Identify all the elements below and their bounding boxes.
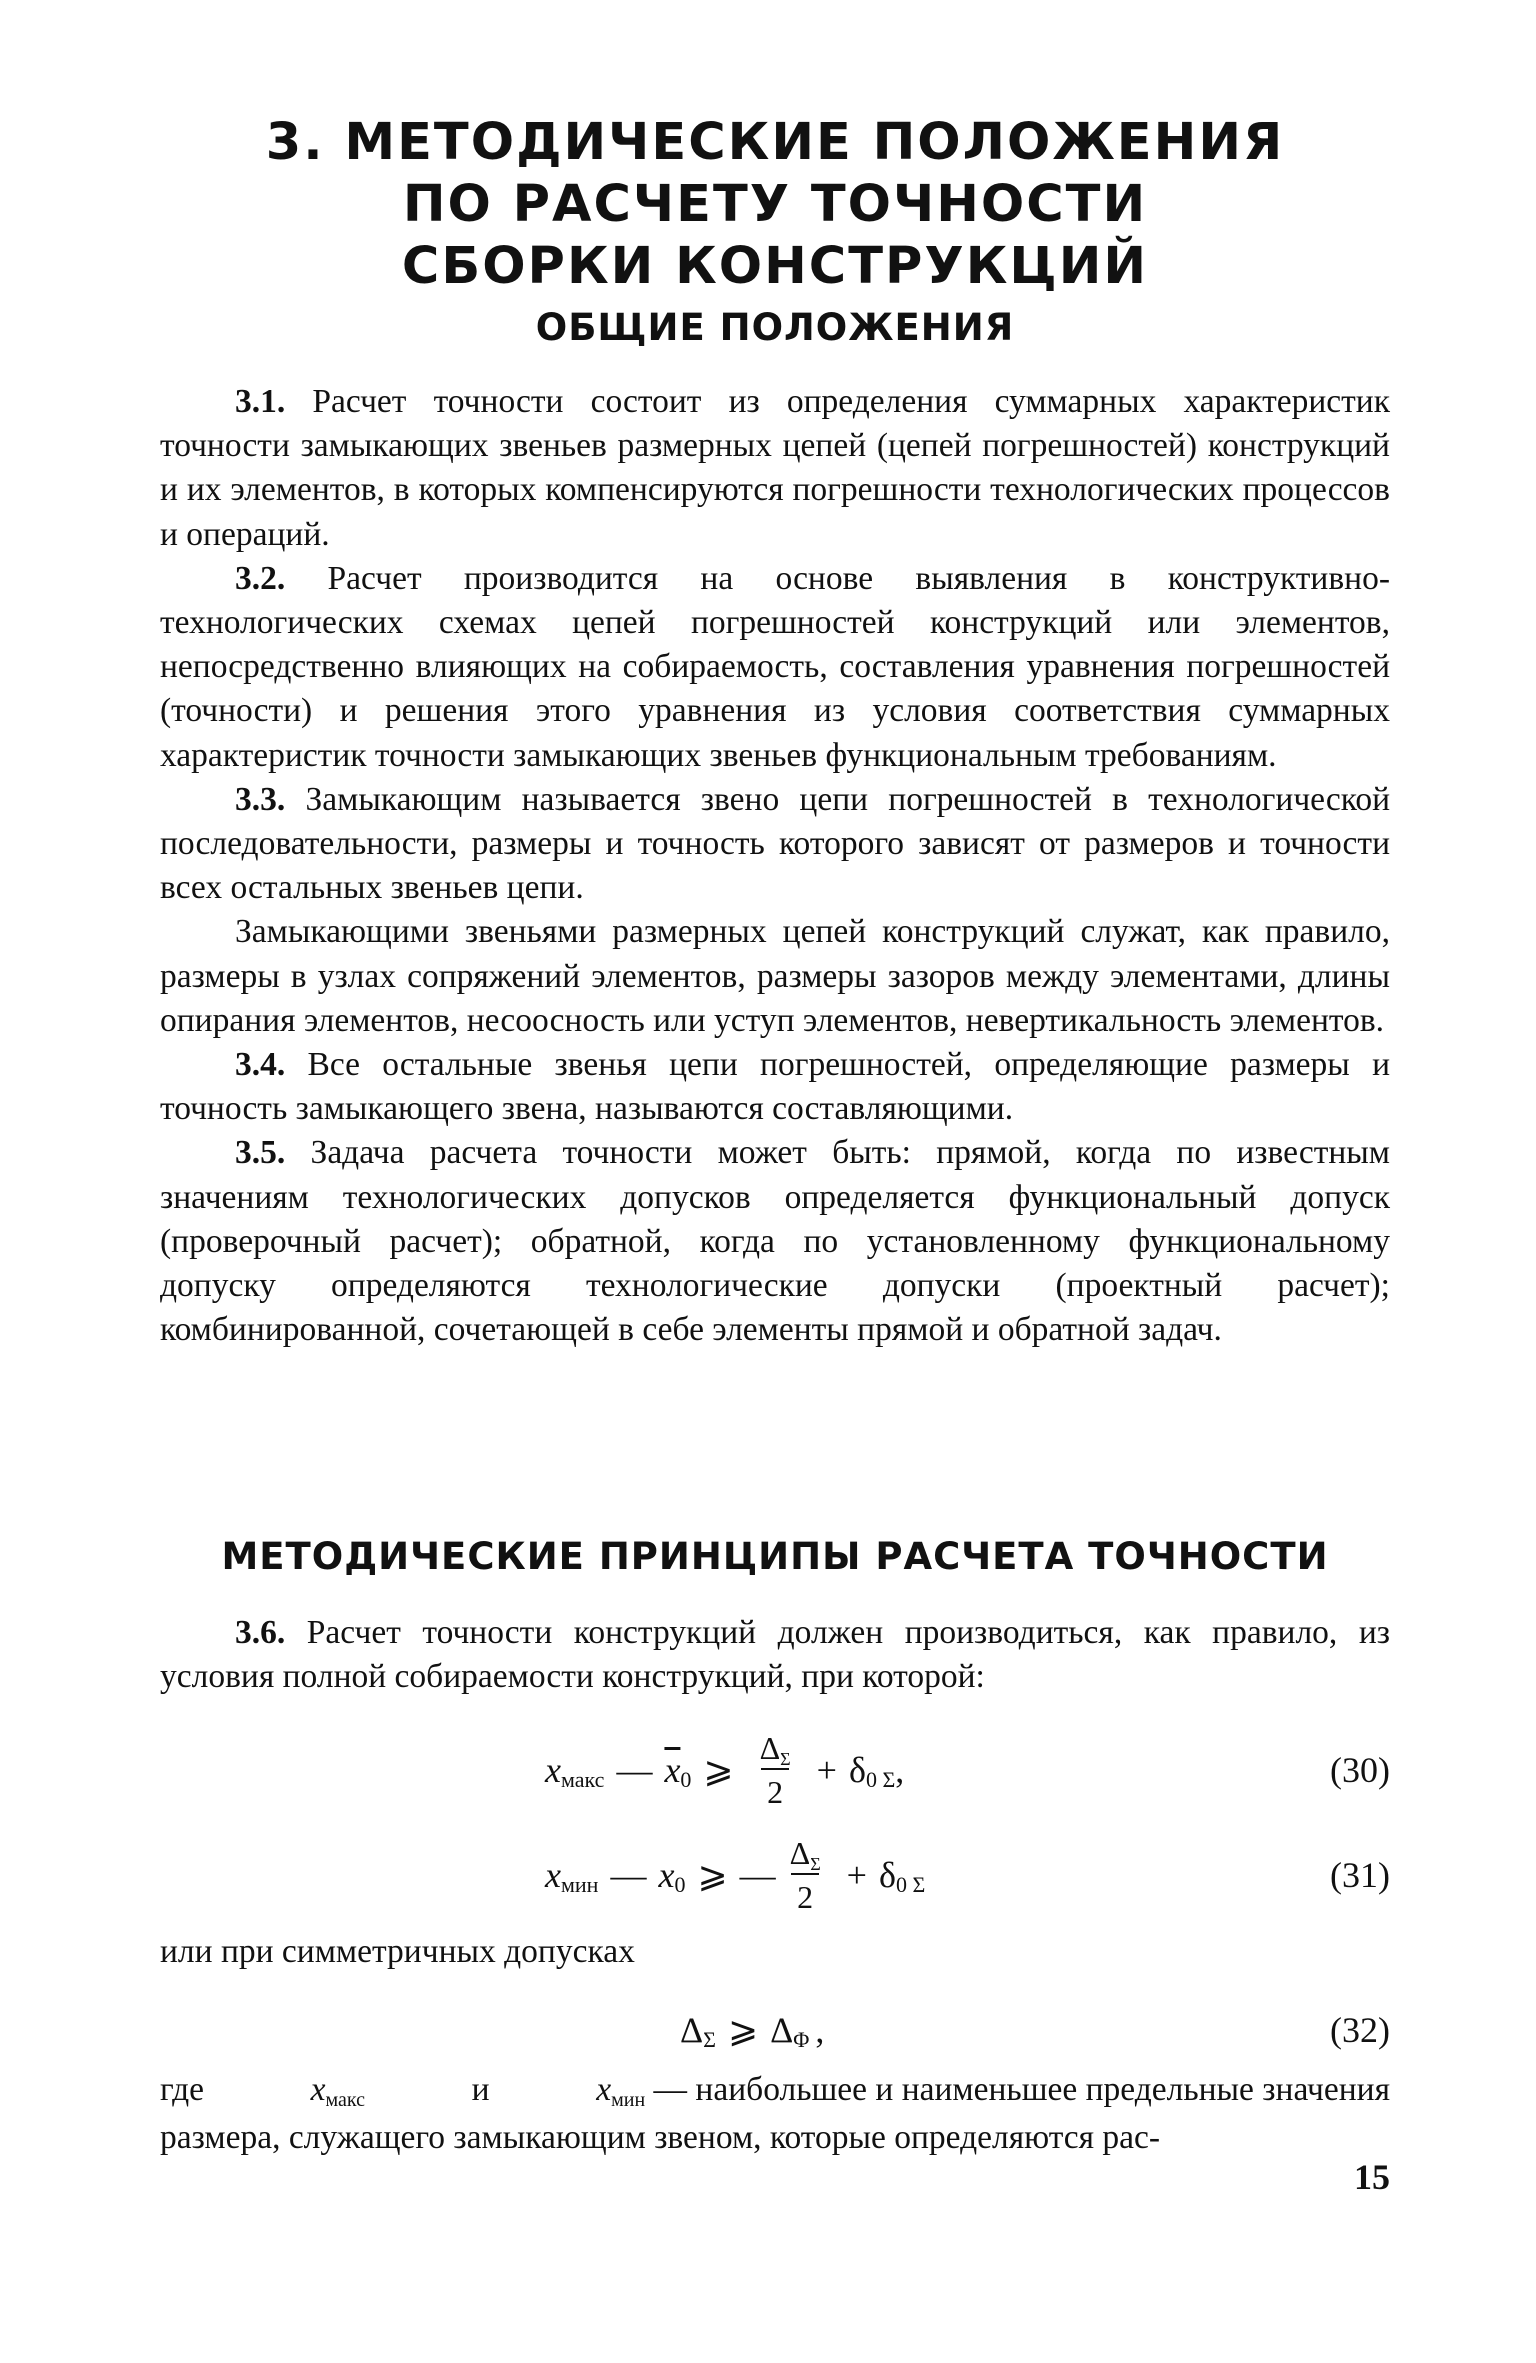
paragraph-number: 3.3. <box>235 780 286 818</box>
comma: , <box>815 2010 825 2050</box>
delta-symbol: Δ <box>789 1835 811 1871</box>
subscript-sigma: Σ <box>780 1749 791 1769</box>
equation-32 <box>160 1985 1390 2075</box>
equation-30-expression <box>545 1725 904 1815</box>
delta-symbol: Δ <box>770 2010 794 2050</box>
paragraph-number: 3.6. <box>235 1614 286 1651</box>
page-number: 15 <box>1354 2157 1390 2197</box>
paragraph-text: Все остальные звенья цепи погрешностей, определяющие размеры и точность замыкающего звена, называются составляющими. <box>160 1046 1390 1128</box>
paragraph-3-5 <box>160 1131 1390 1352</box>
paragraph-text: Расчет точности конструкций должен производиться, как правило, из условия полной собираемости конструкций, при которой: <box>160 1614 1390 1696</box>
comma: , <box>895 1750 905 1790</box>
paragraph-3-6 <box>160 1611 1390 1699</box>
chapter-title-line-1: 3. МЕТОДИЧЕСКИЕ ПОЛОЖЕНИЯ <box>265 113 1285 172</box>
plus-sign: + <box>816 1750 837 1790</box>
var-x0: $\overline{x}$ <box>664 1750 681 1790</box>
subscript-min: мин <box>560 1872 599 1897</box>
subscript-max: макс <box>325 2089 366 2111</box>
paragraph-number: 3.2. <box>235 559 286 597</box>
chapter-title-line-2: ПО РАСЧЕТУ ТОЧНОСТИ <box>402 175 1148 234</box>
equation-number: (31) <box>1330 1855 1390 1895</box>
xmin-term <box>596 2068 1390 2116</box>
xmax-term <box>311 2068 365 2116</box>
symmetric-tolerances-line: или при симметричных допусках <box>160 1933 635 1970</box>
subscript-0-sigma: 0 Σ <box>895 1872 926 1897</box>
denominator: 2 <box>791 1873 819 1913</box>
plus-sign: + <box>846 1855 867 1895</box>
subscript-0: 0 <box>680 1767 692 1792</box>
principles-text <box>160 1611 1390 1699</box>
paragraph-number: 3.4. <box>235 1046 286 1084</box>
equation-31-expression <box>545 1830 925 1920</box>
paragraph-3-3-continued: Замыкающими звеньями размерных цепей конструкций служат, как правило, размеры в узлах сопряжений элементов, размеры зазоров между элементами, длины опирания элементов, несоосность или уступ элементов, невертикальность элементов. <box>160 913 1390 1039</box>
delta-symbol: Δ <box>759 1730 781 1766</box>
fraction <box>754 1732 797 1808</box>
delta-symbol: Δ <box>680 2010 704 2050</box>
paragraph-text: Расчет точности состоит из определения суммарных характеристик точности замыкающих звеньев размерных цепей (цепей погрешностей) конструкций и их элементов, в которых компенсируются погрешности технологических процессов и операций. <box>160 383 1390 553</box>
negative-sign: — <box>739 1855 776 1895</box>
word-where: где <box>160 2071 204 2108</box>
var-x: x <box>545 1750 561 1790</box>
numerator <box>754 1732 797 1768</box>
subscript-sigma: Σ <box>703 2027 716 2052</box>
chapter-title <box>160 112 1390 298</box>
definition-line-2: размера, служащего замыкающим звеном, которые определяются рас- <box>160 2119 1161 2157</box>
minus-sign: — <box>610 1855 647 1895</box>
paragraph-text: Задача расчета точности может быть: прямой, когда по известным значениям технологических допусков определяется функциональный допуск (проверочный расчет); обратной, когда по установленному функциональному допуску определяются технологические допуски (проектный расчет); комбинированной, сочетающей в себе элементы прямой и обратной задач. <box>160 1134 1391 1349</box>
definition-line-1 <box>160 2068 1390 2116</box>
section-heading-general: ОБЩИЕ ПОЛОЖЕНИЯ <box>535 306 1015 349</box>
general-provisions-text <box>160 380 1390 1352</box>
delta0-symbol: δ <box>878 1855 896 1895</box>
geq-sign: ⩾ <box>727 2010 759 2050</box>
fraction <box>784 1837 827 1913</box>
section-heading-principles: МЕТОДИЧЕСКИЕ ПРИНЦИПЫ РАСЧЕТА ТОЧНОСТИ <box>221 1535 1329 1578</box>
delta0-symbol: δ <box>848 1750 866 1790</box>
subscript-0: 0 <box>674 1872 686 1897</box>
chapter-title-line-3: СБОРКИ КОНСТРУКЦИЙ <box>401 237 1149 296</box>
var-x: x <box>596 2071 612 2108</box>
equation-30 <box>160 1725 1390 1815</box>
definition-text <box>160 2068 1390 2160</box>
geq-sign: ⩾ <box>697 1855 728 1895</box>
subscript-min: мин <box>611 2089 646 2111</box>
denominator: 2 <box>761 1768 789 1808</box>
paragraph-3-1 <box>160 380 1390 557</box>
definition-phrase: — наибольшее и наименьшее предельные значения <box>653 2071 1390 2108</box>
var-x: x <box>545 1855 561 1895</box>
minus-sign: — <box>616 1750 653 1790</box>
geq-sign: ⩾ <box>703 1750 734 1790</box>
paragraph-3-4 <box>160 1043 1390 1131</box>
equation-number: (30) <box>1330 1750 1390 1790</box>
subscript-max: макс <box>560 1767 605 1792</box>
subscript-sigma: Σ <box>810 1854 821 1874</box>
numerator <box>784 1837 827 1873</box>
word-and: и <box>471 2071 490 2108</box>
subscript-0-sigma: 0 Σ <box>865 1767 896 1792</box>
subscript-phi: Φ <box>793 2027 810 2052</box>
paragraph-number: 3.1. <box>235 383 286 420</box>
equation-31 <box>160 1830 1390 1920</box>
paragraph-3-3 <box>160 778 1390 911</box>
paragraph-number: 3.5. <box>235 1134 286 1172</box>
var-x0: x <box>658 1855 675 1895</box>
paragraph-text: Замыкающим называется звено цепи погрешностей в технологической последовательности, размеры и точность которого зависят от размеров и точности всех остальных звеньев цепи. <box>160 780 1391 907</box>
equation-32-expression <box>680 1985 824 2075</box>
paragraph-3-2 <box>160 557 1390 778</box>
var-x: x <box>310 2071 326 2108</box>
equation-number: (32) <box>1330 2010 1390 2050</box>
paragraph-text: Расчет производится на основе выявления в конструктивно-технологических схемах цепей погрешностей конструкций или элементов, непосредственно влияющих на собираемость, составления уравнения погрешностей (точности) и решения этого уравнения из условия соответствия суммарных характеристик точности замыкающих звеньев функциональным требованиям. <box>160 559 1390 774</box>
